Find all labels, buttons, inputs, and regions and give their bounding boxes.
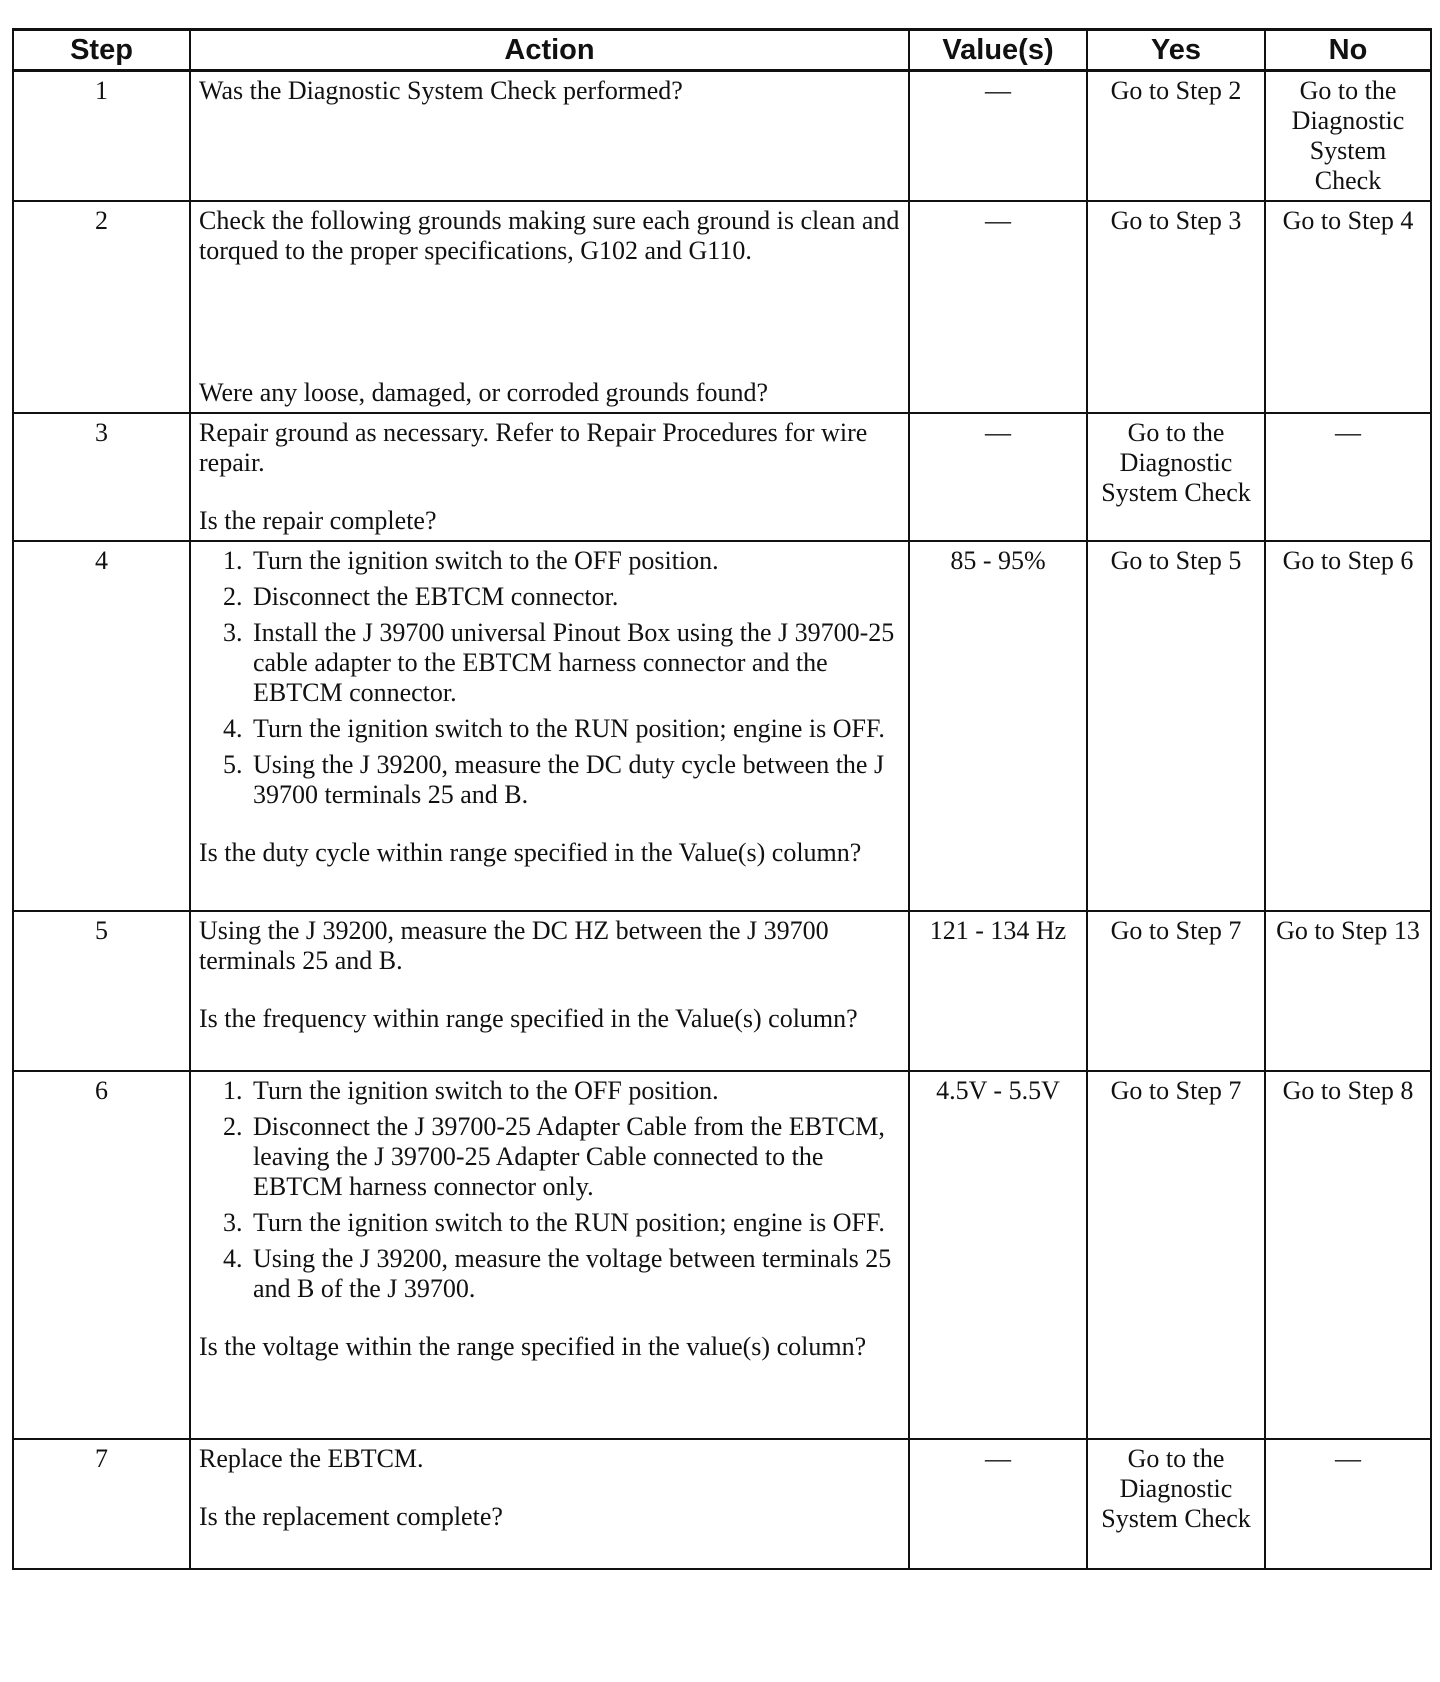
procedure-item: 2. Disconnect the J 39700-25 Adapter Cable from the EBTCM, leaving the J 39700-25 Adapter Cable connected to the EBTCM harness connector only. bbox=[249, 1112, 900, 1202]
yes-cell: Go to Step 7 bbox=[1087, 911, 1265, 1071]
yes-cell: Go to Step 2 bbox=[1087, 71, 1265, 202]
table-row bbox=[13, 1071, 1431, 1439]
diagnostic-table bbox=[12, 28, 1432, 1570]
table-row bbox=[13, 1439, 1431, 1569]
no-cell: Go to Step 13 bbox=[1265, 911, 1431, 1071]
action-text: Using the J 39200, measure the DC HZ between the J 39700 terminals 25 and B. bbox=[199, 916, 829, 975]
value-cell: 85 - 95% bbox=[909, 541, 1087, 911]
action-question: Were any loose, damaged, or corroded grounds found? bbox=[199, 378, 768, 407]
no-cell: Go to the Diagnostic System Check bbox=[1265, 71, 1431, 202]
procedure-item: 1. Turn the ignition switch to the OFF position. bbox=[249, 546, 900, 576]
header-no: No bbox=[1265, 30, 1431, 71]
header-step: Step bbox=[13, 30, 190, 71]
step-number: 3 bbox=[13, 413, 190, 541]
table-row bbox=[13, 71, 1431, 202]
action-cell bbox=[190, 71, 909, 202]
action-question: Is the frequency within range specified in the Value(s) column? bbox=[199, 1004, 858, 1033]
action-text: Replace the EBTCM. bbox=[199, 1444, 424, 1473]
yes-cell: Go to the Diagnostic System Check bbox=[1087, 413, 1265, 541]
action-question: Is the voltage within the range specified in the value(s) column? bbox=[199, 1332, 867, 1361]
table-row bbox=[13, 413, 1431, 541]
procedure-list bbox=[199, 546, 900, 810]
no-cell: — bbox=[1265, 413, 1431, 541]
step-number: 6 bbox=[13, 1071, 190, 1439]
no-cell: Go to Step 4 bbox=[1265, 201, 1431, 413]
action-question: Is the repair complete? bbox=[199, 506, 437, 535]
step-number: 4 bbox=[13, 541, 190, 911]
table-row bbox=[13, 911, 1431, 1071]
procedure-item: 4. Using the J 39200, measure the voltage between terminals 25 and B of the J 39700. bbox=[249, 1244, 900, 1304]
procedure-item: 5. Using the J 39200, measure the DC duty cycle between the J 39700 terminals 25 and B. bbox=[249, 750, 900, 810]
value-cell: — bbox=[909, 71, 1087, 202]
procedure-item: 1. Turn the ignition switch to the OFF position. bbox=[249, 1076, 900, 1106]
action-text: Check the following grounds making sure each ground is clean and torqued to the proper specifications, G102 and G110. bbox=[199, 206, 900, 265]
action-cell bbox=[190, 911, 909, 1071]
yes-cell: Go to Step 7 bbox=[1087, 1071, 1265, 1439]
table-body bbox=[13, 71, 1431, 1570]
action-question: Is the replacement complete? bbox=[199, 1502, 503, 1531]
value-cell: — bbox=[909, 201, 1087, 413]
step-number: 7 bbox=[13, 1439, 190, 1569]
no-cell: Go to Step 8 bbox=[1265, 1071, 1431, 1439]
action-cell bbox=[190, 1439, 909, 1569]
procedure-item: 4. Turn the ignition switch to the RUN position; engine is OFF. bbox=[249, 714, 900, 744]
no-cell: — bbox=[1265, 1439, 1431, 1569]
table-row bbox=[13, 201, 1431, 413]
procedure-list bbox=[199, 1076, 900, 1304]
procedure-item: 2. Disconnect the EBTCM connector. bbox=[249, 582, 900, 612]
yes-cell: Go to Step 3 bbox=[1087, 201, 1265, 413]
header-values: Value(s) bbox=[909, 30, 1087, 71]
action-cell bbox=[190, 413, 909, 541]
table-header bbox=[13, 30, 1431, 71]
table-row bbox=[13, 541, 1431, 911]
header-yes: Yes bbox=[1087, 30, 1265, 71]
value-cell: 4.5V - 5.5V bbox=[909, 1071, 1087, 1439]
header-row bbox=[13, 30, 1431, 71]
yes-cell: Go to Step 5 bbox=[1087, 541, 1265, 911]
step-number: 2 bbox=[13, 201, 190, 413]
step-number: 5 bbox=[13, 911, 190, 1071]
action-text: Repair ground as necessary. Refer to Repair Procedures for wire repair. bbox=[199, 418, 868, 477]
no-cell: Go to Step 6 bbox=[1265, 541, 1431, 911]
value-cell: — bbox=[909, 413, 1087, 541]
procedure-item: 3. Turn the ignition switch to the RUN position; engine is OFF. bbox=[249, 1208, 900, 1238]
value-cell: 121 - 134 Hz bbox=[909, 911, 1087, 1071]
yes-cell: Go to the Diagnostic System Check bbox=[1087, 1439, 1265, 1569]
action-cell bbox=[190, 1071, 909, 1439]
procedure-item: 3. Install the J 39700 universal Pinout Box using the J 39700-25 cable adapter to the EBTCM harness connector and the EBTCM connector. bbox=[249, 618, 900, 708]
step-number: 1 bbox=[13, 71, 190, 202]
action-question: Is the duty cycle within range specified in the Value(s) column? bbox=[199, 838, 862, 867]
action-cell bbox=[190, 541, 909, 911]
value-cell: — bbox=[909, 1439, 1087, 1569]
header-action: Action bbox=[190, 30, 909, 71]
action-text: Was the Diagnostic System Check performed? bbox=[199, 76, 683, 105]
action-cell bbox=[190, 201, 909, 413]
